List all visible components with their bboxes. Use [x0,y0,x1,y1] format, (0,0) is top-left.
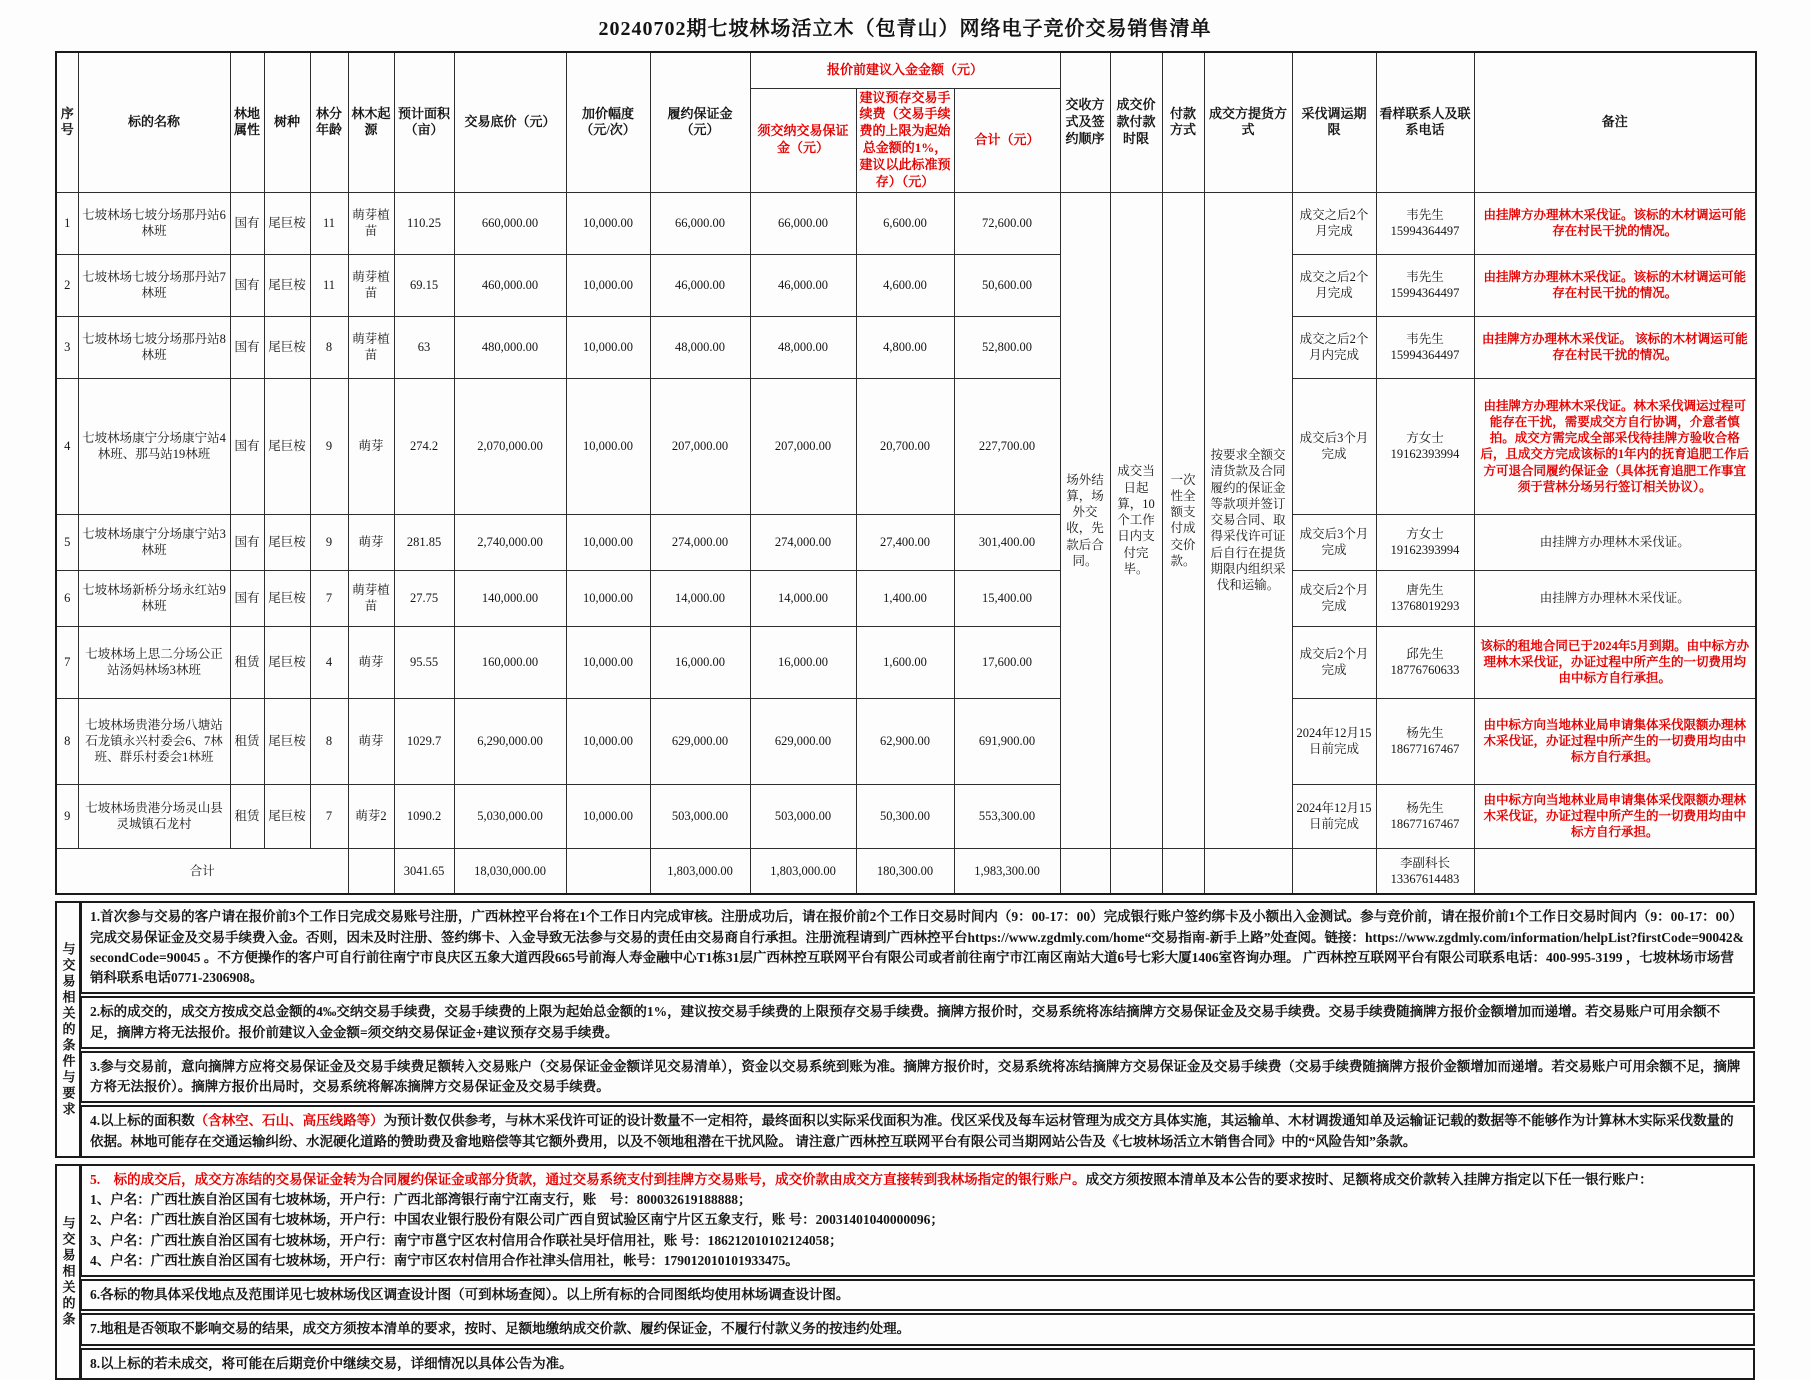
merged-pickup-method: 按要求全额交清货款及合同履约的保证金等款项并签订交易合同、取得采伐许可证后自行在提货期限内组织采伐和运输。 [1204,192,1292,848]
contact-name: 韦先生 [1406,332,1444,347]
empty-cell [348,848,394,894]
cell-origin: 萌芽植苗 [348,316,394,378]
cell-deposit: 14,000.00 [650,570,750,626]
table-row [56,784,1756,848]
contact-name: 韦先生 [1406,270,1444,285]
header-age: 林分年龄 [310,52,348,192]
cell-remark: 由挂牌方办理林木采伐证。林木采伐调运过程可能存在干扰，需要成交方自行协调，介意者慎拍。成交方需完成全部采伐待挂牌方验收合格后，且成交方完成该标的1年内的抚育追肥工作后方可退合同履约保证金（具体抚育追肥工作事宜须于营林分场另行签订相关协议）。 [1474,378,1756,514]
cell-fee: 1,600.00 [856,626,954,698]
cell-harvest: 成交后3个月完成 [1292,514,1376,570]
cell-step: 10,000.00 [566,254,650,316]
cell-remark: 由挂牌方办理林木采伐证。 [1474,514,1756,570]
note-8: 8.以上标的若未成交，将可能在后期竞价中继续交易，详细情况以具体公告为准。 [81,1348,1755,1380]
cell-pay-margin: 207,000.00 [750,378,856,514]
merged-settle-method: 场外结算，场外交收，先款后合同。 [1060,192,1110,848]
cell-remark: 由中标方向当地林业局申请集体采伐限额办理林木采伐证，办证过程中所产生的一切费用均由中标方自行承担。 [1474,784,1756,848]
cell-fee: 4,800.00 [856,316,954,378]
note-6: 6.各标的物具体采伐地点及范围详见七坡林场伐区调查设计图（可到林场查阅）。以上所有标的合同图纸均使用林场调查设计图。 [81,1279,1755,1311]
totals-total: 1,983,300.00 [954,848,1060,894]
empty-cell [1060,848,1110,894]
notes2-side-label: 与交易相关的条 [55,1164,81,1380]
cell-contact [1376,514,1474,570]
cell-deposit: 503,000.00 [650,784,750,848]
contact-phone: 19162393994 [1390,447,1460,462]
cell-name: 七坡林场康宁分场康宁站3林班 [78,514,230,570]
cell-species: 尾巨桉 [264,784,310,848]
contact-phone: 13367614483 [1390,872,1460,887]
cell-base: 5,030,000.00 [454,784,566,848]
contact-phone: 18677167467 [1390,817,1460,832]
cell-origin: 萌芽 [348,698,394,784]
cell-age: 8 [310,698,348,784]
cell-remark: 由中标方向当地林业局申请集体采伐限额办理林木采伐证，办证过程中所产生的一切费用均由中标方自行承担。 [1474,698,1756,784]
cell-base: 480,000.00 [454,316,566,378]
empty-cell [1292,848,1376,894]
contact-name: 方女士 [1406,431,1444,446]
table-row [56,698,1756,784]
bank-account-1: 1、户名：广西壮族自治区国有七坡林场，开户行：广西北部湾银行南宁江南支行，账 号：800032619188888； [90,1192,752,1208]
cell-species: 尾巨桉 [264,316,310,378]
header-pay-limit: 成交价款付款时限 [1110,52,1162,192]
cell-deposit: 46,000.00 [650,254,750,316]
cell-base: 160,000.00 [454,626,566,698]
cell-total: 50,600.00 [954,254,1060,316]
table-row [56,316,1756,378]
cell-age: 9 [310,378,348,514]
cell-name: 七坡林场上思二分场公正站汤妈林场3林班 [78,626,230,698]
header-origin: 林木起源 [348,52,394,192]
cell-fee: 1,400.00 [856,570,954,626]
cell-contact [1376,378,1474,514]
cell-area: 1090.2 [394,784,454,848]
cell-harvest: 2024年12月15日前完成 [1292,784,1376,848]
cell-step: 10,000.00 [566,514,650,570]
cell-step: 10,000.00 [566,626,650,698]
cell-species: 尾巨桉 [264,698,310,784]
cell-seq: 9 [56,784,78,848]
cell-pay-margin: 46,000.00 [750,254,856,316]
bank-account-4: 4、户名：广西壮族自治区国有七坡林场，开户行：南宁市区农村信用合作社津头信用社，帐号：179012010101933475。 [90,1252,799,1268]
cell-name: 七坡林场新桥分场永红站9林班 [78,570,230,626]
table-row [56,192,1756,254]
header-pay-method: 付款方式 [1162,52,1204,192]
cell-name: 七坡林场贵港分场灵山县灵城镇石龙村 [78,784,230,848]
cell-name: 七坡林场贵港分场八塘站石龙镇永兴村委会6、7林班、群乐村委会1林班 [78,698,230,784]
cell-species: 尾巨桉 [264,254,310,316]
note-5-red: 5. 标的成交后，成交方冻结的交易保证金转为合同履约保证金或部分货款，通过交易系统支付到挂牌方交易账号，成交价款由成交方直接转到我林场指定的银行账户。 [90,1171,1086,1187]
empty-cell [566,848,650,894]
cell-base: 660,000.00 [454,192,566,254]
cell-remark: 由挂牌方办理林木采伐证。 该标的木材调运可能存在村民干扰的情况。 [1474,316,1756,378]
empty-cell [1110,848,1162,894]
cell-area: 27.75 [394,570,454,626]
cell-remark: 由挂牌方办理林木采伐证。该标的木材调运可能存在村民干扰的情况。 [1474,254,1756,316]
cell-origin: 萌芽植苗 [348,254,394,316]
note-4-post: 为预计数仅供参考，与林木采伐许可证的设计数量不一定相符，最终面积以实际采伐面积为准。伐区采伐及每车运材管理为成交方具体实施，其运输单、木材调拨通知单及运输证记载的数据等不能够作为计算林木实际采伐数量的依据。林地可能存在交通运输纠纷、水泥硬化道路的赞助费及畲地赔偿等其它额外费用，以及不领地租潜在干扰风险。 请注意广西林控互联网平台有限公司当期网站公告及《七坡林场活立木销售合同》中的“风险告知”条款。 [90,1113,1734,1149]
totals-label: 合计 [56,848,348,894]
note-5 [81,1164,1755,1277]
note-1: 1.首次参与交易的客户请在报价前3个工作日完成交易账号注册，广西林控平台将在1个工作日内完成审核。注册成功后，请在报价前2个工作日交易时间内（9：00-17：00）完成银行账户签约绑卡及小额出入金测试。参与竞价前，请在报价前1个工作日交易时间内（9：00-17：00）完成交易保证金及交易手续费入金。否则，因未及时注册、签约绑卡、入金导致无法参与交易的责任由交易商自行承担。注册流程请到广西林控平台https://www.zgdmly.com/home“交易指南-新手上路”处查阅。链接：https://www.zgdmly.com/information/helpList?firstCode=90042&secondCode=90045 。不方便操作的客户可自行前往南宁市良庆区五象大道西段665号前海人寿金融中心T1栋31层广西林控互联网平台有限公司或者前往南宁市江南区南站大道6号七彩大厦1406室咨询办理。 广西林控互联网平台有限公司联系电话：400-995-3199 ，七坡林场市场营销科联系电话0771-2306908。 [81,901,1755,994]
cell-step: 10,000.00 [566,192,650,254]
cell-pay-margin: 14,000.00 [750,570,856,626]
cell-seq: 1 [56,192,78,254]
contact-name: 唐先生 [1406,583,1444,598]
contact-phone: 18677167467 [1390,742,1460,757]
empty-cell [1474,848,1756,894]
cell-origin: 萌芽 [348,378,394,514]
totals-row [56,848,1756,894]
header-land: 林地属性 [230,52,264,192]
note-5-black: 成交方须按照本清单及本公告的要求按时、足额将成交价款转入挂牌方指定以下任一银行账户： [1085,1171,1653,1187]
header-step: 加价幅度（元/次） [566,52,650,192]
cell-step: 10,000.00 [566,378,650,514]
contact-name: 李副科长 [1400,855,1451,870]
cell-remark: 由挂牌方办理林木采伐证。 [1474,570,1756,626]
contact-name: 方女士 [1406,527,1444,542]
cell-harvest: 成交之后2个月完成 [1292,192,1376,254]
totals-area: 3041.65 [394,848,454,894]
contact-phone: 18776760633 [1390,663,1460,678]
header-settle: 交收方式及签约顺序 [1060,52,1110,192]
cell-base: 2,070,000.00 [454,378,566,514]
cell-deposit: 16,000.00 [650,626,750,698]
note-4-pre: 4.以上标的面积数 [90,1113,195,1129]
cell-age: 11 [310,192,348,254]
cell-step: 10,000.00 [566,316,650,378]
cell-contact [1376,254,1474,316]
cell-pay-margin: 48,000.00 [750,316,856,378]
cell-age: 9 [310,514,348,570]
cell-origin: 萌芽2 [348,784,394,848]
header-harvest-deadline: 采伐调运期限 [1292,52,1376,192]
totals-base: 18,030,000.00 [454,848,566,894]
contact-name: 邱先生 [1406,647,1444,662]
cell-step: 10,000.00 [566,698,650,784]
cell-seq: 2 [56,254,78,316]
cell-fee: 27,400.00 [856,514,954,570]
sales-list-table [55,51,1757,895]
cell-land: 租赁 [230,698,264,784]
cell-name: 七坡林场七坡分场那丹站8林班 [78,316,230,378]
cell-deposit: 48,000.00 [650,316,750,378]
cell-total: 15,400.00 [954,570,1060,626]
totals-fee: 180,300.00 [856,848,954,894]
cell-land: 国有 [230,254,264,316]
note-7: 7.地租是否领取不影响交易的结果，成交方须按本清单的要求，按时、足额地缴纳成交价款、履约保证金，不履行付款义务的按违约处理。 [81,1313,1755,1345]
header-name: 标的名称 [78,52,230,192]
cell-contact [1376,698,1474,784]
header-suggest-fee: 建议预存交易手续费（交易手续费的上限为起始总金额的1%，建议以此标准预存）（元） [856,88,954,192]
cell-harvest: 成交之后2个月内完成 [1292,316,1376,378]
cell-origin: 萌芽 [348,514,394,570]
cell-contact [1376,626,1474,698]
cell-area: 69.15 [394,254,454,316]
note-2: 2.标的成交的，成交方按成交总金额的4‰交纳交易手续费，交易手续费的上限为起始总金额的1%，建议按交易手续费的上限预存交易手续费。摘牌方报价时，交易系统将冻结摘牌方交易保证金及交易手续费。交易手续费随摘牌方报价金额增加而递增。若交易账户可用余额不足，摘牌方将无法报价。报价前建议入金金额=须交纳交易保证金+建议预存交易手续费。 [81,996,1755,1049]
cell-contact [1376,316,1474,378]
cell-seq: 6 [56,570,78,626]
cell-species: 尾巨桉 [264,192,310,254]
cell-remark: 由挂牌方办理林木采伐证。该标的木材调运可能存在村民干扰的情况。 [1474,192,1756,254]
table-row [56,514,1756,570]
cell-name: 七坡林场七坡分场那丹站7林班 [78,254,230,316]
cell-land: 租赁 [230,784,264,848]
cell-name: 七坡林场七坡分场那丹站6林班 [78,192,230,254]
cell-species: 尾巨桉 [264,626,310,698]
cell-harvest: 成交后2个月完成 [1292,570,1376,626]
cell-fee: 6,600.00 [856,192,954,254]
notes-block-2 [55,1164,1755,1380]
cell-base: 6,290,000.00 [454,698,566,784]
header-pay-margin: 须交纳交易保证金（元） [750,88,856,192]
cell-seq: 7 [56,626,78,698]
contact-name: 杨先生 [1406,726,1444,741]
contact-phone: 13768019293 [1390,599,1460,614]
cell-area: 1029.7 [394,698,454,784]
cell-land: 国有 [230,378,264,514]
cell-seq: 4 [56,378,78,514]
cell-harvest: 2024年12月15日前完成 [1292,698,1376,784]
header-area: 预计面积（亩） [394,52,454,192]
notes-block-1 [55,901,1755,1158]
cell-fee: 50,300.00 [856,784,954,848]
header-remark: 备注 [1474,52,1756,192]
cell-pay-margin: 503,000.00 [750,784,856,848]
contact-phone: 15994364497 [1390,224,1460,239]
cell-total: 72,600.00 [954,192,1060,254]
cell-origin: 萌芽植苗 [348,192,394,254]
cell-deposit: 274,000.00 [650,514,750,570]
cell-seq: 8 [56,698,78,784]
cell-pay-margin: 274,000.00 [750,514,856,570]
header-contact: 看样联系人及联系电话 [1376,52,1474,192]
table-row [56,378,1756,514]
cell-land: 国有 [230,316,264,378]
header-row-group [56,52,1756,88]
cell-deposit: 66,000.00 [650,192,750,254]
cell-base: 140,000.00 [454,570,566,626]
cell-total: 301,400.00 [954,514,1060,570]
cell-land: 国有 [230,570,264,626]
cell-area: 274.2 [394,378,454,514]
cell-pay-margin: 66,000.00 [750,192,856,254]
cell-contact [1376,570,1474,626]
header-base-price: 交易底价（元） [454,52,566,192]
bank-account-2: 2、户名：广西壮族自治区国有七坡林场，开户行：中国农业银行股份有限公司广西自贸试验区南宁片区五象支行，账 号：20031401040000096； [90,1212,944,1228]
cell-total: 553,300.00 [954,784,1060,848]
cell-origin: 萌芽植苗 [348,570,394,626]
header-total: 合计（元） [954,88,1060,192]
table-row [56,254,1756,316]
header-deposit: 履约保证金（元） [650,52,750,192]
cell-land: 租赁 [230,626,264,698]
empty-cell [1204,848,1292,894]
header-group-suggested-deposit: 报价前建议入金金额（元） [750,52,1060,88]
cell-age: 11 [310,254,348,316]
contact-phone: 15994364497 [1390,286,1460,301]
cell-seq: 5 [56,514,78,570]
totals-pay-margin: 1,803,000.00 [750,848,856,894]
totals-contact [1376,848,1474,894]
cell-base: 2,740,000.00 [454,514,566,570]
table-row [56,570,1756,626]
cell-species: 尾巨桉 [264,514,310,570]
contact-phone: 15994364497 [1390,348,1460,363]
note-4-red: （含林空、石山、高压线路等） [194,1113,384,1129]
cell-origin: 萌芽 [348,626,394,698]
contact-phone: 19162393994 [1390,543,1460,558]
cell-age: 4 [310,626,348,698]
note-4 [81,1105,1755,1158]
header-seq: 序号 [56,52,78,192]
empty-cell [1162,848,1204,894]
cell-contact [1376,192,1474,254]
totals-deposit: 1,803,000.00 [650,848,750,894]
cell-harvest: 成交之后2个月完成 [1292,254,1376,316]
cell-pay-margin: 629,000.00 [750,698,856,784]
header-species: 树种 [264,52,310,192]
cell-area: 281.85 [394,514,454,570]
cell-age: 7 [310,784,348,848]
cell-total: 691,900.00 [954,698,1060,784]
contact-name: 韦先生 [1406,208,1444,223]
cell-total: 52,800.00 [954,316,1060,378]
merged-pay-limit: 成交当日起算，10个工作日内支付完毕。 [1110,192,1162,848]
cell-pay-margin: 16,000.00 [750,626,856,698]
cell-remark: 该标的租地合同已于2024年5月到期。由中标方办理林木采伐证，办证过程中所产生的一切费用均由中标方自行承担。 [1474,626,1756,698]
page-title: 20240702期七坡林场活立木（包青山）网络电子竞价交易销售清单 [598,18,1212,40]
cell-area: 63 [394,316,454,378]
cell-total: 17,600.00 [954,626,1060,698]
cell-fee: 20,700.00 [856,378,954,514]
cell-land: 国有 [230,514,264,570]
cell-land: 国有 [230,192,264,254]
cell-harvest: 成交后2个月完成 [1292,626,1376,698]
cell-step: 10,000.00 [566,784,650,848]
cell-area: 110.25 [394,192,454,254]
notes1-side-label: 与交易相关的条件与要求 [55,901,81,1158]
cell-species: 尾巨桉 [264,570,310,626]
cell-fee: 62,900.00 [856,698,954,784]
cell-contact [1376,784,1474,848]
cell-deposit: 629,000.00 [650,698,750,784]
cell-name: 七坡林场康宁分场康宁站4林班、那马站19林班 [78,378,230,514]
cell-species: 尾巨桉 [264,378,310,514]
header-pickup: 成交方提货方式 [1204,52,1292,192]
cell-seq: 3 [56,316,78,378]
cell-area: 95.55 [394,626,454,698]
merged-pay-method: 一次性全额支付成交价款。 [1162,192,1204,848]
cell-total: 227,700.00 [954,378,1060,514]
cell-harvest: 成交后3个月完成 [1292,378,1376,514]
note-3: 3.参与交易前，意向摘牌方应将交易保证金及交易手续费足额转入交易账户（交易保证金金额详见交易清单），资金以交易系统到账为准。摘牌方报价时，交易系统将冻结摘牌方交易保证金及交易手续费（交易手续费随摘牌方报价金额增加而递增。若交易账户可用余额不足，摘牌方将无法报价）。摘牌方报价出局时，交易系统将解冻摘牌方交易保证金及交易手续费。 [81,1051,1755,1104]
cell-age: 8 [310,316,348,378]
cell-step: 10,000.00 [566,570,650,626]
cell-deposit: 207,000.00 [650,378,750,514]
cell-age: 7 [310,570,348,626]
bank-account-3: 3、户名：广西壮族自治区国有七坡林场，开户行：南宁市邕宁区农村信用合作联社吴圩信用社，账 号：186212010102124058； [90,1232,843,1248]
cell-fee: 4,600.00 [856,254,954,316]
contact-name: 杨先生 [1406,801,1444,816]
table-row [56,626,1756,698]
cell-base: 460,000.00 [454,254,566,316]
